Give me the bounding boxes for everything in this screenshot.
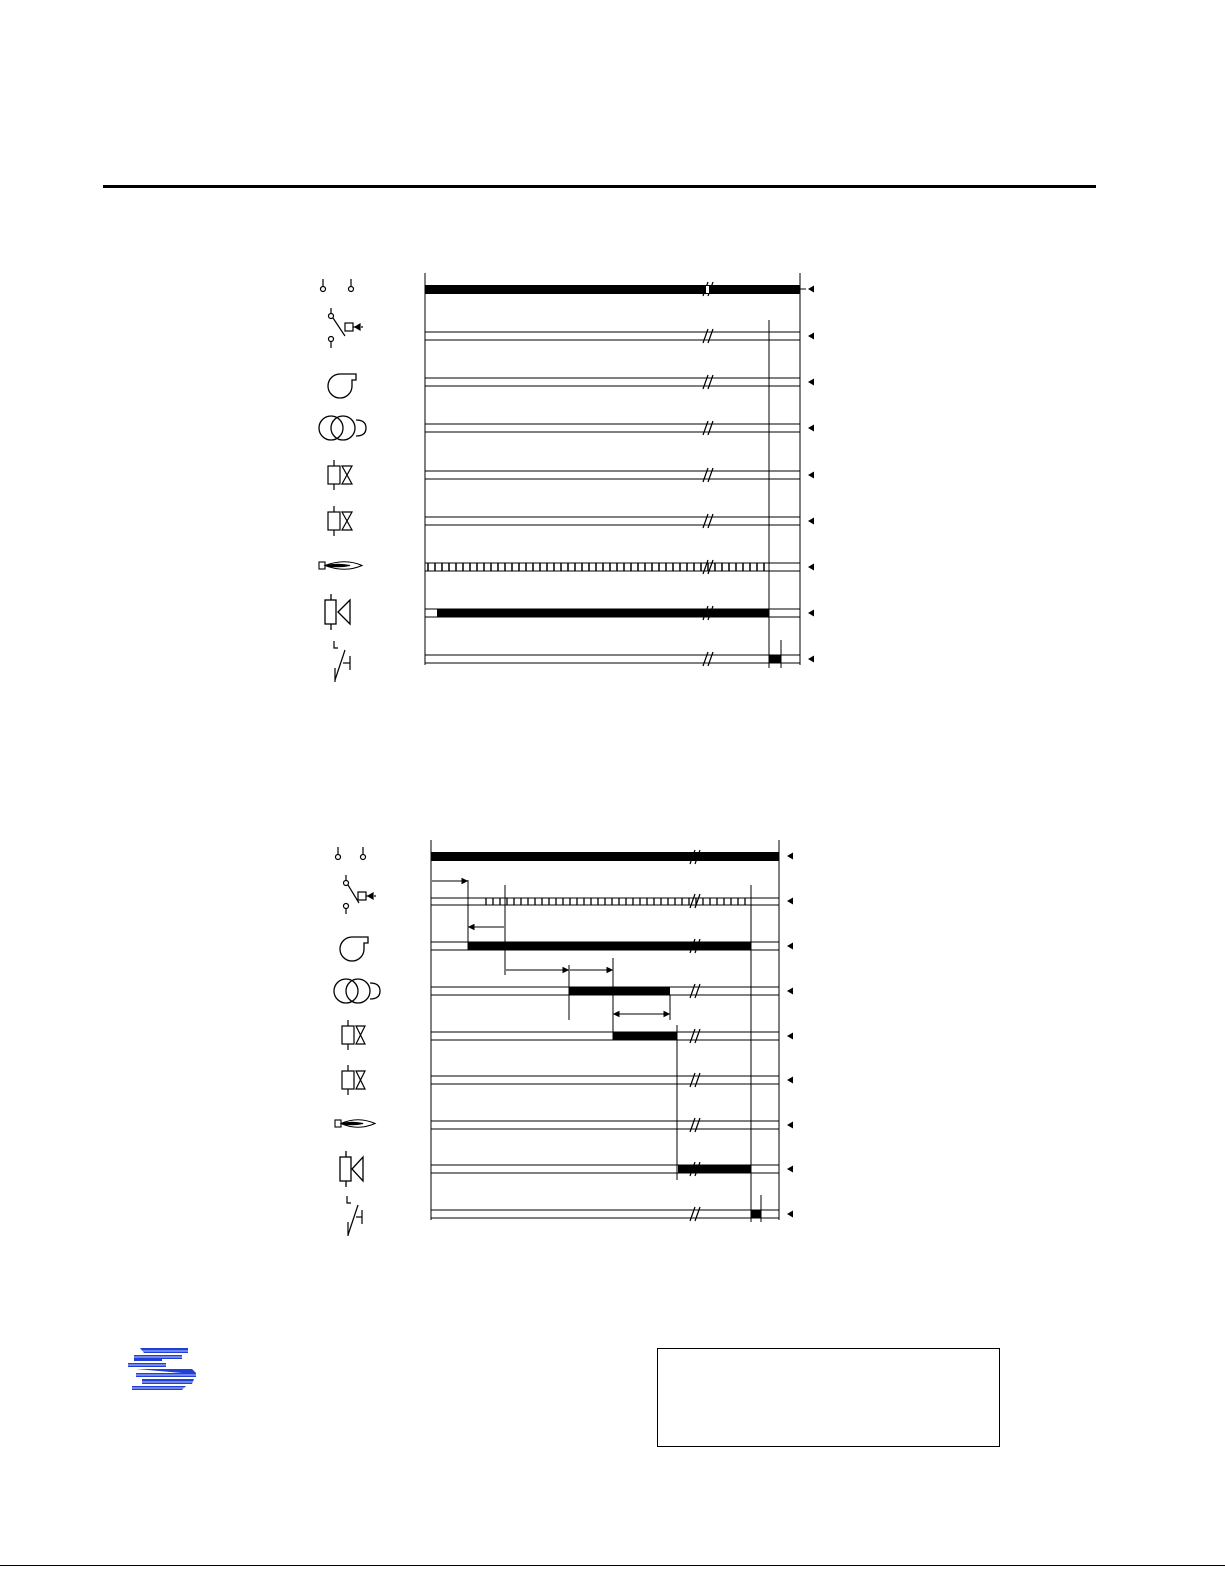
air-pressure-switch-icon [344, 875, 378, 914]
row-6-trace [431, 1076, 779, 1084]
ignition-transformer-icon [334, 979, 380, 1003]
alarm-horn-icon [340, 1151, 363, 1187]
info-box-line-1 [658, 1349, 999, 1357]
row-4-trace [431, 987, 779, 995]
row-9-trace [431, 1210, 779, 1218]
row-2-trace [431, 898, 779, 905]
fuel-valve-1-icon [342, 1020, 365, 1050]
row-8-trace [431, 1165, 779, 1173]
info-box-line-2 [658, 1357, 999, 1365]
row-5-trace [431, 1032, 779, 1040]
row-3-trace [431, 942, 779, 950]
reset-switch-icon [347, 1196, 362, 1236]
footer-rule [0, 1565, 1225, 1566]
info-box [657, 1348, 1000, 1447]
row-1-trace [431, 852, 779, 861]
thermostat-contacts-icon [336, 847, 366, 860]
fuel-valve-2-icon [342, 1065, 365, 1095]
fan-icon [340, 937, 368, 961]
company-logo [122, 1344, 202, 1394]
row-7-trace [431, 1121, 779, 1129]
output-markers [787, 853, 793, 1218]
flame-icon [335, 1120, 375, 1128]
